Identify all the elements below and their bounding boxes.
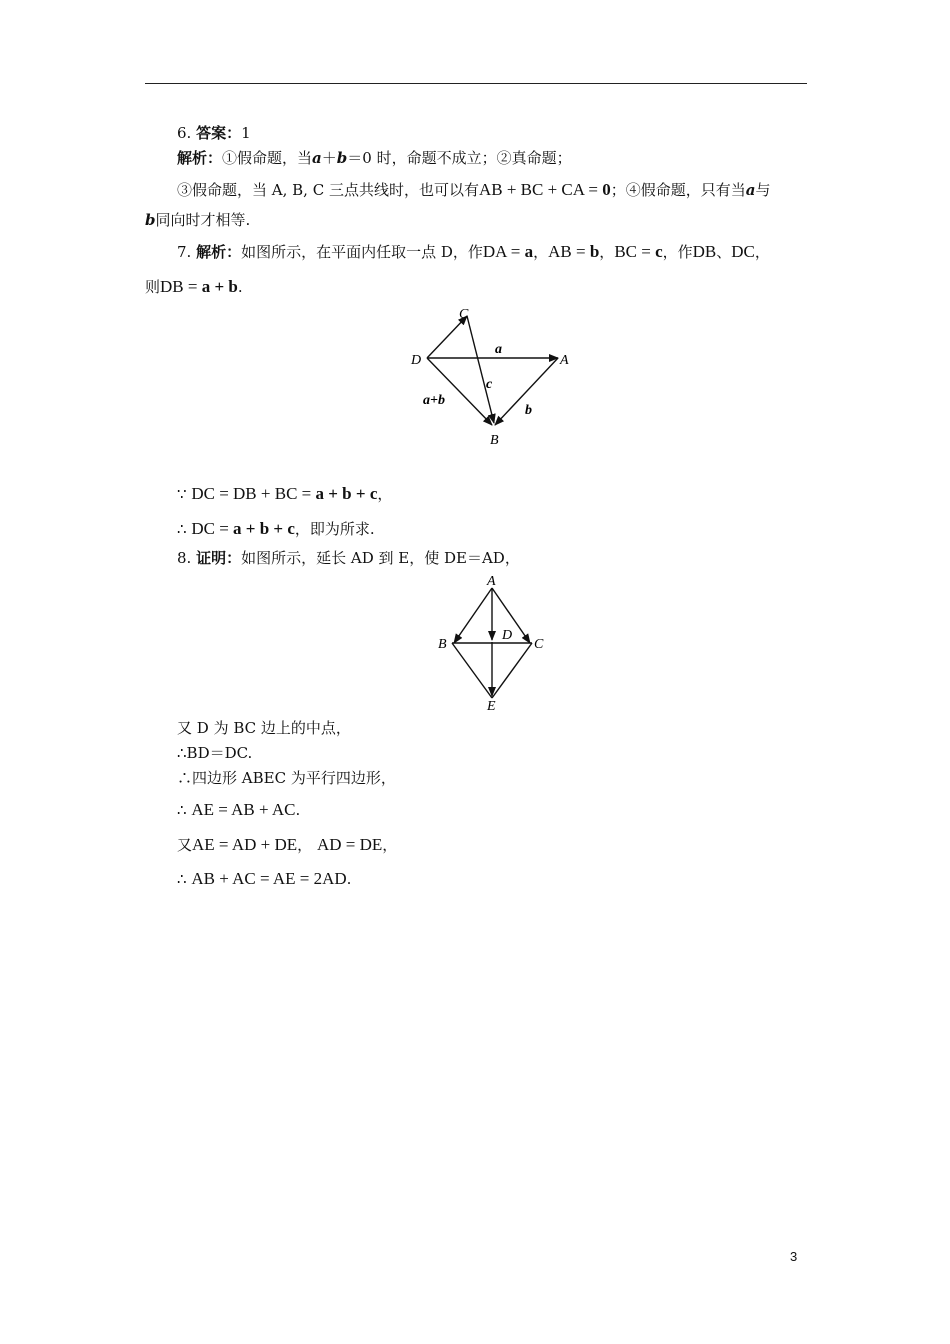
label-D: D [502, 628, 513, 643]
segment-CE [492, 643, 532, 698]
figure-vector-triangle [405, 300, 585, 450]
label-vec-b: b [525, 403, 532, 418]
label-D: D [411, 353, 422, 368]
figure-parallelogram [432, 570, 552, 715]
p6-line3: ③假命题，当 A, B, C 三点共线时，也可以有AB + BC + CA = 0；④假命题，只有当a与 [177, 180, 771, 199]
label-vec-c: c [486, 377, 493, 392]
p7-line1: 7. 解析：如图所示，在平面内任取一点 D，作DA = a，AB = b，BC = c，作DB、DC， [177, 242, 770, 261]
label-vec-a: a [495, 342, 502, 357]
label-A: A [487, 574, 496, 589]
label-A: A [560, 353, 569, 368]
p6-line4: b同向时才相等. [145, 211, 251, 229]
p8-line1: 8. 证明：如图所示，延长 AD 到 E，使 DE＝AD， [177, 549, 520, 567]
p8-line3: ∴BD＝DC. [177, 744, 253, 762]
vector-AB [454, 588, 492, 643]
label-B: B [438, 637, 447, 652]
p8-line7: ∴ AB + AC = AE = 2AD. [177, 869, 352, 888]
p8-line2: 又 D 为 BC 边上的中点， [177, 719, 351, 737]
label-C: C [459, 307, 469, 322]
vector-DC [427, 316, 467, 358]
vector-BC [467, 316, 494, 423]
page-number: 3 [790, 1249, 798, 1264]
p6-line2: 解析：①假命题，当a＋b＝0 时，命题不成立；②真命题； [177, 149, 572, 167]
p6-line1: 6. 答案：1 [177, 124, 251, 142]
p8-line5: ∴ AE = AB + AC. [177, 800, 301, 819]
vector-DB [427, 358, 492, 425]
label-E: E [487, 699, 496, 714]
label-vec-apb: a+b [423, 393, 445, 408]
p8-line6: 又AE = AD + DE， AD = DE， [177, 835, 398, 854]
p8-line4: ∴四边形 ABEC 为平行四边形， [177, 769, 396, 787]
header-rule [145, 83, 807, 84]
label-C: C [534, 637, 544, 652]
p7-line3: ∵ DC = DB + BC = a + b + c， [177, 484, 393, 503]
label-B: B [490, 433, 499, 448]
p7-line2: 则DB = a + b. [145, 277, 243, 296]
segment-BE [452, 643, 492, 698]
p7-line4: ∴ DC = a + b + c，即为所求. [177, 519, 375, 538]
